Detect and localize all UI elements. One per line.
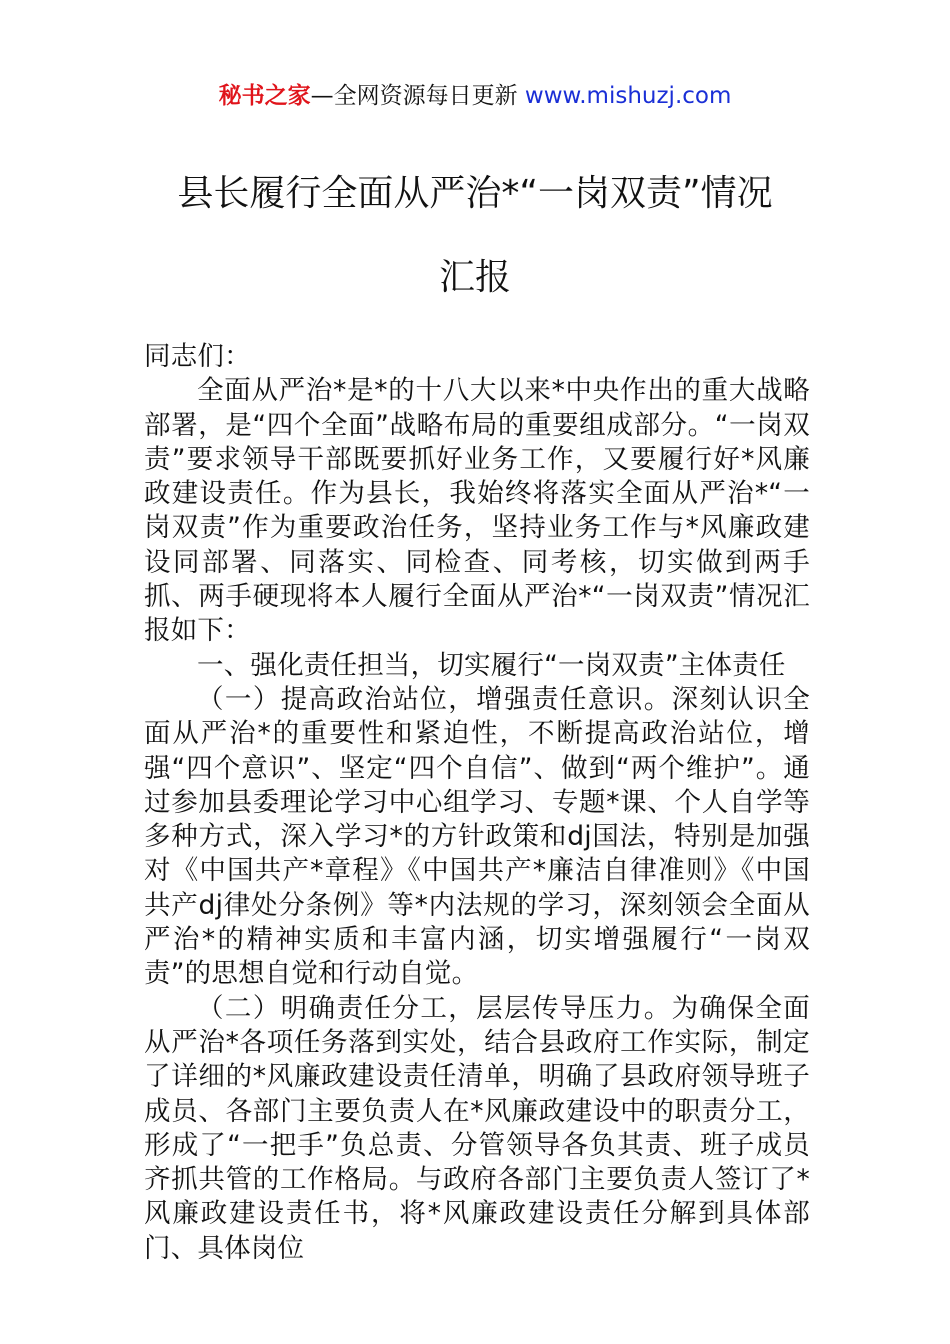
section-heading: 一、强化责任担当，切实履行“一岗双责”主体责任	[197, 649, 786, 681]
title-line-1: 县长履行全面从严治*“一岗双责”情况	[177, 173, 773, 214]
body-paragraph: 全面从严治*是*的十八大以来*中央作出的重大战略部署，是“四个全面”战略布局的重要组成部分。“一岗双责”要求领导干部既要抓好业务工作，又要履行好*风廉政建设责任。作为县长，我始终将落实全面从严治*“一岗双责”作为重要政治任务，坚持业务工作与*风廉政建设同部署、同落实、同检查、同考核，切实做到两手抓、两手硬现将本人履行全面从严治*“一岗双责”情况汇报如下：	[144, 375, 810, 647]
site-header	[0, 80, 950, 112]
body-paragraph: （二）明确责任分工，层层传导压力。为确保全面从严治*各项任务落到实处，结合县政府工作实际，制定了详细的*风廉政建设责任清单，明确了县政府领导班子成员、各部门主要负责人在*风廉政建设中的职责分工，形成了“一把手”负总责、分管领导各负其责、班子成员齐抓共管的工作格局。与政府各部门主要负责人签订了*风廉政建设责任书，将*风廉政建设责任分解到具体部门、具体岗位	[144, 992, 810, 1264]
document-title	[140, 152, 810, 320]
document-body	[144, 340, 810, 1266]
site-brand: 秘书之家	[218, 83, 311, 109]
site-url-link[interactable]: www.mishuzj.com	[524, 83, 732, 109]
body-paragraph: （一）提高政治站位，增强责任意识。深刻认识全面从严治*的重要性和紧迫性，不断提高政治站位，增强“四个意识”、坚定“四个自信”、做到“两个维护”。通过参加县委理论学习中心组学习、专题*课、个人自学等多种方式，深入学习*的方针政策和dj国法，特别是加强对《中国共产*章程》《中国共产*廉洁自律准则》《中国共产dj律处分条例》等*内法规的学习，深刻领会全面从严治*的精神实质和丰富内涵，切实增强履行“一岗双责”的思想自觉和行动自觉。	[144, 683, 810, 990]
salutation: 同志们：	[144, 341, 251, 372]
site-tagline: —全网资源每日更新	[310, 83, 525, 109]
title-line-2: 汇报	[438, 257, 511, 298]
